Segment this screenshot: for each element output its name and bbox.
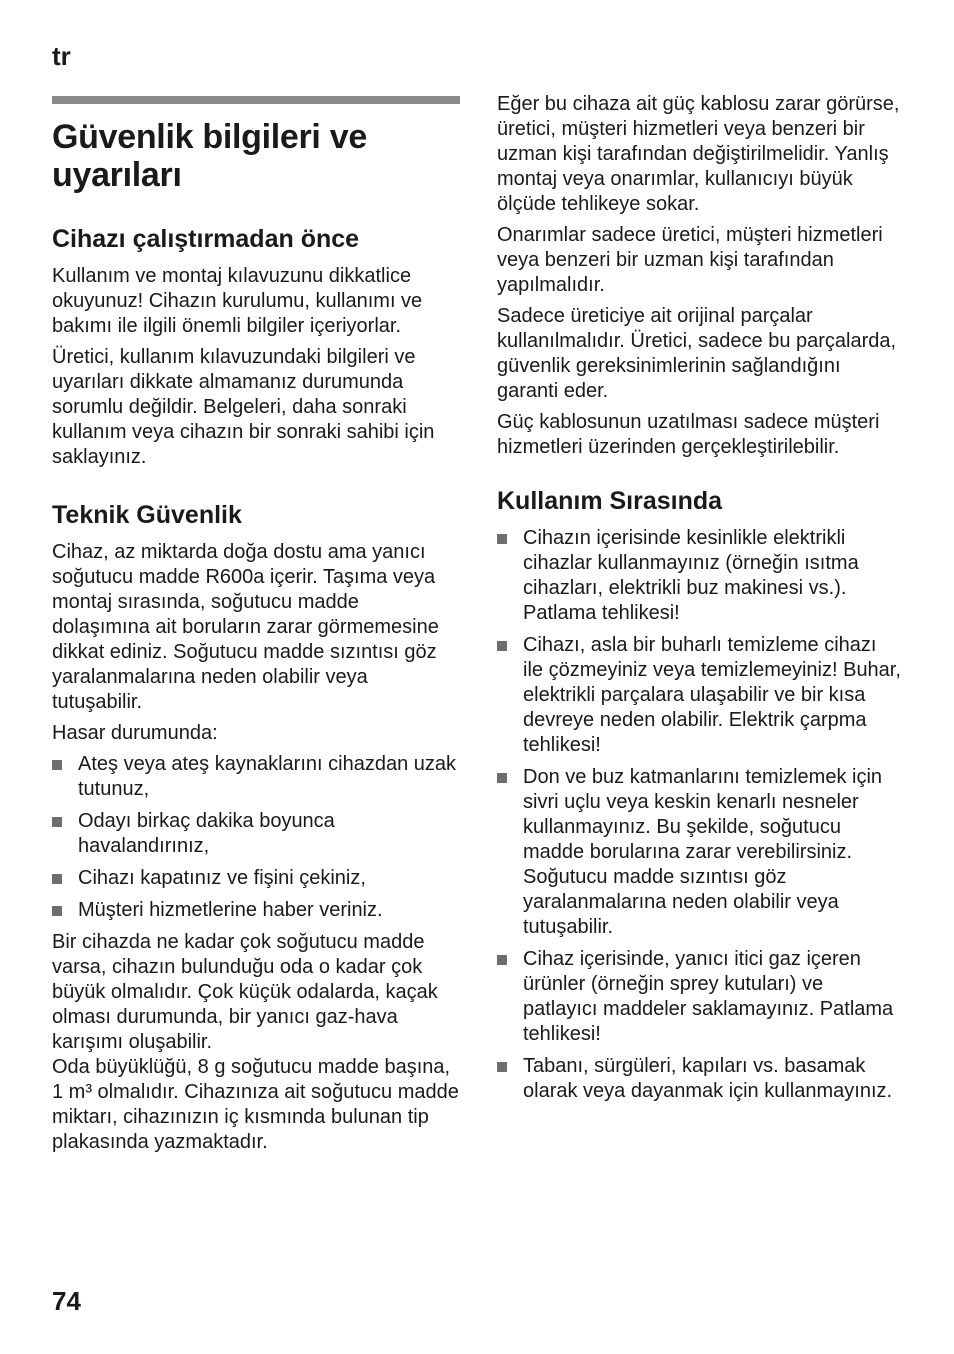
paragraph: Kullanım ve montaj kılavuzunu dikkatlice okuyunuz! Cihazın kurulumu, kullanımı ve bakımı ile ilgili önemli bilgiler içeriyorlar. xyxy=(52,265,423,337)
square-bullet-icon xyxy=(52,760,62,770)
left-column xyxy=(52,96,460,1161)
square-bullet-icon xyxy=(52,817,62,827)
paragraph: Güç kablosunun uzatılması sadece müşteri hizmetleri üzerinden gerçekleştirilebilir. xyxy=(497,411,880,458)
page-title: Güvenlik bilgileri ve uyarıları xyxy=(52,118,367,194)
list-item: Ateş veya ateş kaynaklarını cihazdan uzak tutunuz, xyxy=(52,752,460,802)
paragraph: Bir cihazda ne kadar çok soğutucu madde varsa, cihazın bulunduğu oda o kadar çok büyük olmalıdır. Çok küçük odalarda, kaçak olması durumunda, bir yanıcı gaz-hava karışımı oluşabilir. xyxy=(52,931,438,1053)
paragraph: Oda büyüklüğü, 8 g soğutucu madde başına, 1 m³ olmalıdır. Cihazınıza ait soğutucu madde miktarı, cihazınızın iç kısmında bulunan tip plakasında yazmaktadır. xyxy=(52,1056,459,1153)
title-rule xyxy=(52,96,460,104)
paragraph: Üretici, kullanım kılavuzundaki bilgileri ve uyarıları dikkate almamanız durumunda sorumlu değildir. Belgeleri, daha sonraki kullanım veya cihazın bir sonraki sahibi için saklayınız. xyxy=(52,346,435,468)
list-item: Cihazın içerisinde kesinlikle elektrikli cihazlar kullanmayınız (örneğin ısıtma cihazları, elektrikli buz makinesi vs.). Patlama tehlikesi! xyxy=(497,526,902,626)
list-item: Tabanı, sürgüleri, kapıları vs. basamak olarak veya dayanmak için kullanmayınız. xyxy=(497,1054,902,1104)
paragraph: Eğer bu cihaza ait güç kablosu zarar görürse, üretici, müşteri hizmetleri veya benzeri bir uzman kişi tarafından değiştirilmelidir. Yanlış montaj veya onarımlar, kullanıcıyı büyük ölçüde tehlikeye sokar. xyxy=(497,93,900,215)
right-column xyxy=(497,92,902,1111)
section-heading-before-use: Cihazı çalıştırmadan önce xyxy=(52,225,360,253)
list-item: Cihazı, asla bir buharlı temizleme cihazı ile çözmeyiniz veya temizlemeyiniz! Buhar, elektrikli parçalara ulaşabilir ve bir kısa devreye neden olabilir. Elektrik çarpma tehlikesi! xyxy=(497,633,902,758)
list-item: Don ve buz katmanlarını temizlemek için sivri uçlu veya keskin kenarlı nesneler kullanmayınız. Bu şekilde, soğutucu madde borularına zarar verebilirsiniz. Soğutucu madde sızıntısı göz yaralanmalarına neden olabilir veya tutuşabilir. xyxy=(497,765,902,940)
language-tag: tr xyxy=(52,41,71,71)
square-bullet-icon xyxy=(497,641,507,651)
list-item: Cihaz içerisinde, yanıcı itici gaz içeren ürünler (örneğin sprey kutuları) ve patlayıcı maddeler saklamayınız. Patlama tehlikesi! xyxy=(497,947,902,1047)
damage-list xyxy=(52,752,460,923)
square-bullet-icon xyxy=(497,955,507,965)
square-bullet-icon xyxy=(497,773,507,783)
usage-list xyxy=(497,526,902,1104)
paragraph: Cihaz, az miktarda doğa dostu ama yanıcı soğutucu madde R600a içerir. Taşıma veya montaj sırasında, soğutucu madde dolaşımına ait boruların zarar görmemesine dikkat ediniz. Soğutucu madde sızıntısı göz yaralanmalarına neden olabilir veya tutuşabilir. xyxy=(52,541,439,713)
paragraph: Onarımlar sadece üretici, müşteri hizmetleri veya benzeri bir uzman kişi tarafından yapılmalıdır. xyxy=(497,224,883,296)
square-bullet-icon xyxy=(497,534,507,544)
list-item: Odayı birkaç dakika boyunca havalandırınız, xyxy=(52,809,460,859)
paragraph: Sadece üreticiye ait orijinal parçalar kullanılmalıdır. Üretici, sadece bu parçalarda, güvenlik gereksinimlerinin sağlandığını garanti eder. xyxy=(497,305,897,402)
square-bullet-icon xyxy=(497,1062,507,1072)
square-bullet-icon xyxy=(52,906,62,916)
damage-label: Hasar durumunda: xyxy=(52,722,218,744)
page-number: 74 xyxy=(52,1286,81,1316)
list-item: Cihazı kapatınız ve fişini çekiniz, xyxy=(52,866,460,891)
list-item: Müşteri hizmetlerine haber veriniz. xyxy=(52,898,460,923)
section-heading-technical-safety: Teknik Güvenlik xyxy=(52,501,242,529)
section-heading-during-use: Kullanım Sırasında xyxy=(497,487,723,515)
square-bullet-icon xyxy=(52,874,62,884)
